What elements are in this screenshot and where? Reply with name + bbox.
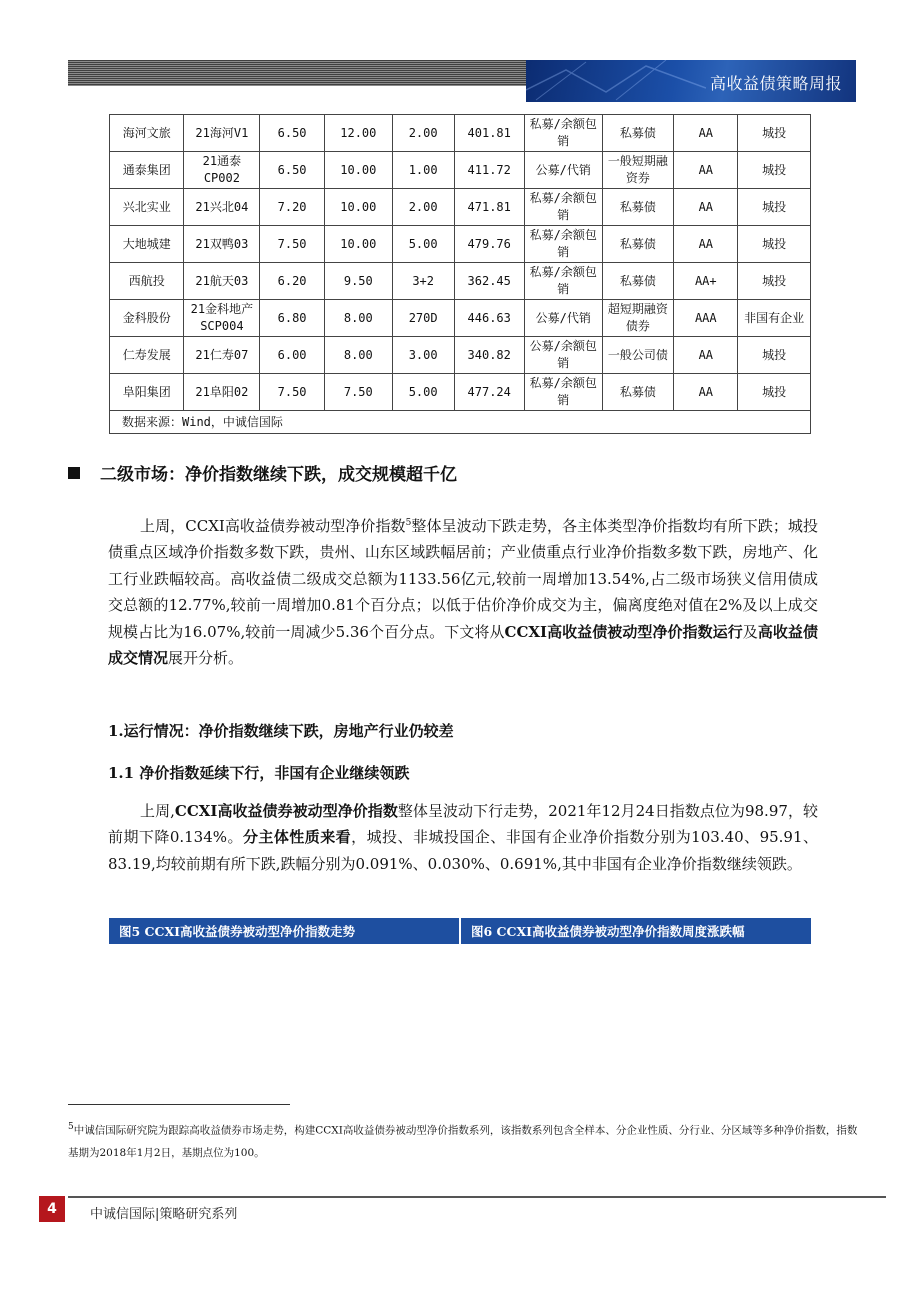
paragraph-index: 上周,CCXI高收益债券被动型净价指数整体呈波动下行走势，2021年12月24日指数点位为98.97，较前期下降0.134%。分主体性质来看，城投、非城投国企、非国有企业净价指数分别为103.40、95.91、83.19,均较前期有所下跌,跌幅分别为0.091%、0.030%、0.691%,其中非国有企业净价指数继续领跌。 <box>108 802 818 873</box>
table-cell: 6.80 <box>260 300 325 337</box>
table-cell: 大地城建 <box>110 226 184 263</box>
header-decoration-icon <box>526 60 706 102</box>
table-cell: 私募/余额包销 <box>524 189 602 226</box>
table-cell: 2.00 <box>392 115 454 152</box>
table-cell: 私募债 <box>602 263 674 300</box>
table-cell: 海河文旅 <box>110 115 184 152</box>
table-cell: 6.50 <box>260 152 325 189</box>
table-cell: 6.50 <box>260 115 325 152</box>
table-cell: 私募债 <box>602 226 674 263</box>
table-cell: 城投 <box>738 189 811 226</box>
table-cell: AA+ <box>674 263 738 300</box>
table-cell: 城投 <box>738 337 811 374</box>
page-number: 4 <box>39 1196 65 1222</box>
table-cell: 非国有企业 <box>738 300 811 337</box>
table-cell: 6.20 <box>260 263 325 300</box>
table-cell: 公募/代销 <box>524 152 602 189</box>
table-row <box>110 152 811 189</box>
paragraph-summary: 上周，CCXI高收益债券被动型净价指数$^5$整体呈波动下跌走势，各主体类型净价指数均有所下跌；城投债重点区域净价指数多数下跌，贵州、山东区域跌幅居前；产业债重点行业净价指数多数下跌，房地产、化工行业跌幅较高。高收益债二级成交总额为1133.56亿元,较前一周增加13.54%,占二级市场狭义信用债成交总额的12.77%,较前一周增加0.81个百分点；以低于估价净价成交为主，偏离度绝对值在2%及以上成交规模占比为16.07%,较前一周减少5.36个百分点。下文将从CCXI高收益债被动型净价指数运行及高收益债成交情况展开分析。 <box>108 517 818 668</box>
bullet-square-icon <box>68 467 80 479</box>
table-row <box>110 300 811 337</box>
table-cell: 城投 <box>738 152 811 189</box>
table-cell: 城投 <box>738 115 811 152</box>
table-row <box>110 374 811 411</box>
table-cell: 479.76 <box>454 226 524 263</box>
footnote-ref: 5 <box>405 518 412 528</box>
footnote: $^5$中诚信国际研究院为跟踪高收益债券市场走势，构建CCXI高收益债券被动型净价指数系列，该指数系列包含全样本、分企业性质、分行业、分区域等多种净价指数，指数基期为2018年1月2日，基期点位为100。 <box>68 1122 858 1159</box>
table-row <box>110 263 811 300</box>
table-cell: 446.63 <box>454 300 524 337</box>
table-cell: 仁寿发展 <box>110 337 184 374</box>
table-cell: 477.24 <box>454 374 524 411</box>
subheading-1: 1.运行情况：净价指数继续下跌，房地产行业仍较差 <box>108 722 454 740</box>
subheading-1-1: 1.1 净价指数延续下行，非国有企业继续领跌 <box>108 764 410 782</box>
header-banner <box>526 60 856 102</box>
table-cell: AA <box>674 337 738 374</box>
table-cell: 兴北实业 <box>110 189 184 226</box>
table-cell: 7.50 <box>260 374 325 411</box>
table-cell: 阜阳集团 <box>110 374 184 411</box>
table-cell: 10.00 <box>324 152 392 189</box>
table-cell: 8.00 <box>324 337 392 374</box>
table-cell: 12.00 <box>324 115 392 152</box>
table-cell: 21双鸭03 <box>184 226 260 263</box>
table-cell: 3+2 <box>392 263 454 300</box>
table-cell: 21航天03 <box>184 263 260 300</box>
report-title: 高收益债策略周报 <box>709 74 842 93</box>
table-cell: 10.00 <box>324 226 392 263</box>
table-cell: 9.50 <box>324 263 392 300</box>
table-cell: 7.20 <box>260 189 325 226</box>
table-cell: 21通泰CP002 <box>184 152 260 189</box>
table-cell: 21阜阳02 <box>184 374 260 411</box>
table-cell: 私募债 <box>602 115 674 152</box>
table-cell: 城投 <box>738 263 811 300</box>
table-cell: AAA <box>674 300 738 337</box>
table-cell: 21海河V1 <box>184 115 260 152</box>
table-row <box>110 189 811 226</box>
table-cell: AA <box>674 189 738 226</box>
table-cell: 公募/余额包销 <box>524 337 602 374</box>
table-cell: 411.72 <box>454 152 524 189</box>
figure-5-caption: 图5 CCXI高收益债券被动型净价指数走势 <box>109 918 461 944</box>
table-cell: 471.81 <box>454 189 524 226</box>
table-cell: 1.00 <box>392 152 454 189</box>
section-heading <box>68 460 457 485</box>
table-cell: 340.82 <box>454 337 524 374</box>
bond-issuance-table <box>109 114 811 434</box>
footer-divider <box>68 1196 886 1198</box>
table-cell: 6.00 <box>260 337 325 374</box>
table-cell: 270D <box>392 300 454 337</box>
footer-text: 中诚信国际|策略研究系列 <box>90 1207 238 1222</box>
table-cell: 10.00 <box>324 189 392 226</box>
table-cell: 私募债 <box>602 374 674 411</box>
figure-caption-bar <box>109 918 811 944</box>
table-cell: AA <box>674 226 738 263</box>
section-heading-text: 二级市场：净价指数继续下跌，成交规模超千亿 <box>100 465 457 485</box>
table-cell: AA <box>674 374 738 411</box>
table-cell: 西航投 <box>110 263 184 300</box>
table-cell: 公募/代销 <box>524 300 602 337</box>
table-cell: 401.81 <box>454 115 524 152</box>
table-cell: 城投 <box>738 226 811 263</box>
figure-6-caption: 图6 CCXI高收益债券被动型净价指数周度涨跌幅 <box>471 924 745 939</box>
table-cell: 城投 <box>738 374 811 411</box>
table-cell: 5.00 <box>392 374 454 411</box>
table-cell: 21兴北04 <box>184 189 260 226</box>
table-cell: 私募/余额包销 <box>524 226 602 263</box>
table-cell: 金科股份 <box>110 300 184 337</box>
table-row <box>110 115 811 152</box>
table-cell: 21金科地产SCP004 <box>184 300 260 337</box>
table-row <box>110 226 811 263</box>
table-cell: 超短期融资债券 <box>602 300 674 337</box>
table-cell: 私募/余额包销 <box>524 263 602 300</box>
table-source: 数据来源：Wind，中诚信国际 <box>110 411 811 434</box>
table-row <box>110 337 811 374</box>
table-cell: 一般短期融资券 <box>602 152 674 189</box>
header-stripe <box>68 60 526 86</box>
table-cell: 一般公司债 <box>602 337 674 374</box>
table-cell: 7.50 <box>324 374 392 411</box>
table-cell: 362.45 <box>454 263 524 300</box>
table-cell: 5.00 <box>392 226 454 263</box>
table-cell: 21仁寿07 <box>184 337 260 374</box>
table-cell: 私募/余额包销 <box>524 115 602 152</box>
footnote-divider <box>68 1104 290 1105</box>
table-cell: 通泰集团 <box>110 152 184 189</box>
table-cell: 3.00 <box>392 337 454 374</box>
table-cell: 私募债 <box>602 189 674 226</box>
table-cell: AA <box>674 152 738 189</box>
table-cell: AA <box>674 115 738 152</box>
table-cell: 8.00 <box>324 300 392 337</box>
table-cell: 2.00 <box>392 189 454 226</box>
table-cell: 7.50 <box>260 226 325 263</box>
table-cell: 私募/余额包销 <box>524 374 602 411</box>
